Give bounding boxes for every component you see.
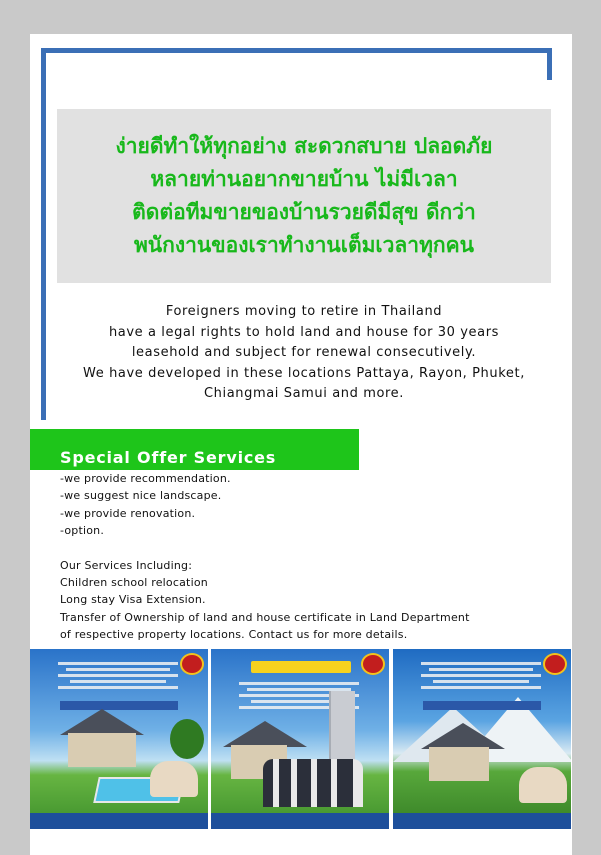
services-heading: Our Services Including: (60, 558, 193, 572)
property-banner-pool[interactable] (30, 649, 208, 829)
banner-footer (211, 813, 389, 829)
headline-line: หลายท่านอยากขายบ้าน ไม่มีเวลา (150, 167, 458, 191)
service-item: of respective property locations. Contact us for more details. (60, 628, 408, 642)
house-image (68, 733, 136, 767)
headline-line: ติดต่อทีมขายของบ้านรวยดีมีสุข ดีกว่า (132, 200, 476, 224)
company-logo-icon (543, 653, 567, 675)
offer-item: -we provide recommendation. (60, 472, 231, 485)
open-today-label (251, 661, 351, 673)
family-image (519, 767, 567, 803)
property-banner-mountain[interactable] (393, 649, 571, 829)
thai-headline-box (57, 109, 551, 283)
house-roof (223, 721, 307, 747)
house-roof (60, 709, 144, 735)
intro-paragraph (57, 302, 551, 405)
frame-top-border (41, 48, 552, 53)
spacer (60, 540, 470, 557)
frame-right-border (547, 48, 552, 80)
headline-line: พนักงานของเราทำงานเต็มเวลาทุกคน (133, 233, 475, 257)
service-item: Long stay Visa Extension. (60, 593, 206, 607)
special-offer-title: Special Offer Services (60, 448, 277, 467)
tree-image (170, 719, 204, 759)
intro-line: Foreigners moving to retire in Thailand (165, 304, 443, 319)
offer-item: -we provide renovation. (60, 506, 196, 520)
frame-left-border (41, 48, 46, 420)
banner-text-block (421, 659, 541, 695)
property-banners (30, 649, 572, 829)
banner-footer (30, 813, 208, 829)
intro-line: We have developed in these locations Pattaya, Rayon, Phuket, (83, 365, 525, 381)
intro-line: have a legal rights to hold land and house for 30 years (108, 324, 500, 340)
house-image (429, 747, 489, 781)
service-item: Children school relocation (60, 576, 208, 590)
company-logo-icon (180, 653, 204, 675)
sales-team-image (263, 759, 363, 807)
headline-line: ง่ายดีทำให้ทุกอย่าง สะดวกสบาย ปลอดภัย (115, 134, 493, 158)
offer-item: -we suggest nice landscape. (60, 489, 222, 503)
house-roof (421, 723, 505, 749)
intro-line: leasehold and subject for renewal consecutively. (131, 345, 477, 360)
intro-line: Chiangmai Samui and more. (203, 386, 405, 401)
service-item: Transfer of Ownership of land and house certificate in Land Department (60, 610, 470, 624)
offer-item: -option. (60, 524, 105, 538)
banner-price-badge (423, 701, 541, 710)
property-banner-open-today[interactable] (211, 649, 389, 829)
company-logo-icon (361, 653, 385, 675)
banner-text-block (58, 659, 178, 695)
banner-footer (393, 813, 571, 829)
people-image (150, 761, 198, 797)
services-list (60, 470, 470, 644)
